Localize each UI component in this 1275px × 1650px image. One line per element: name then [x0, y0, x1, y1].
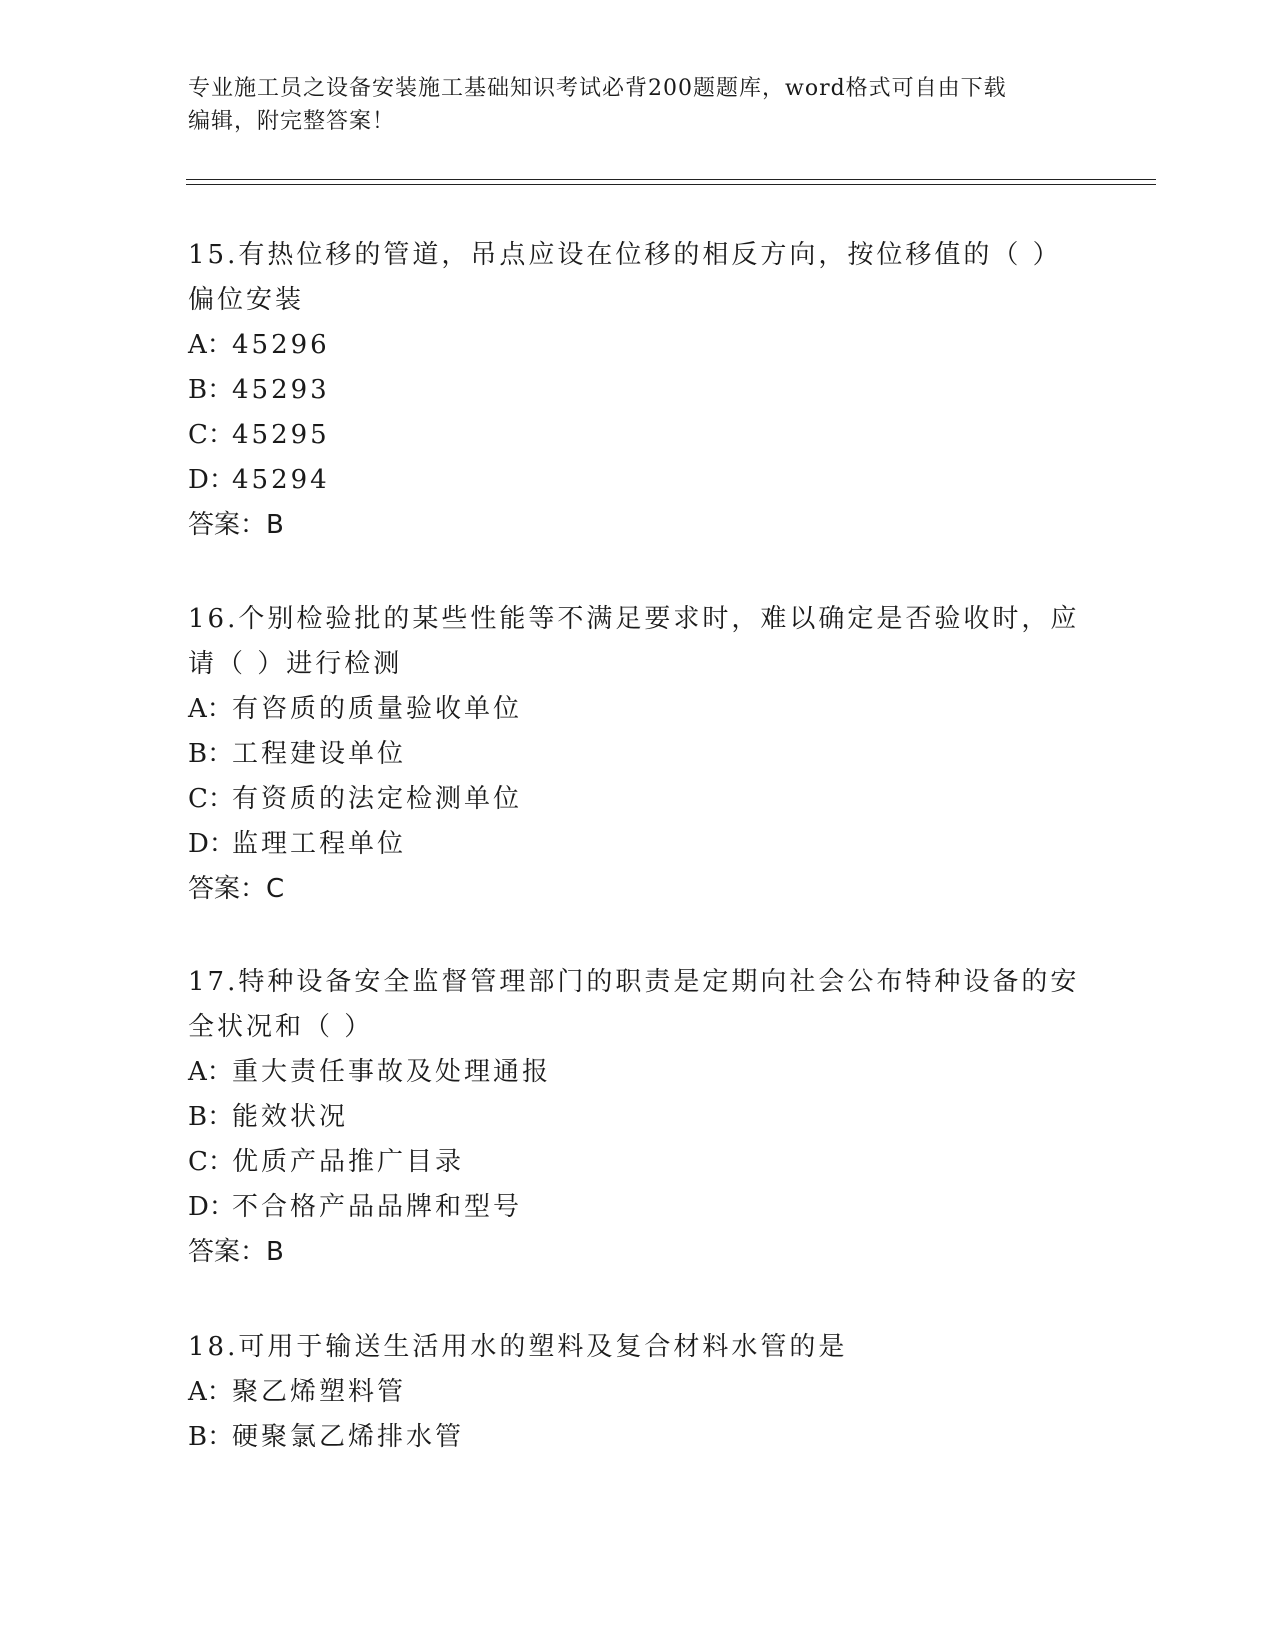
question-stem-line-1: 17.特种设备安全监督管理部门的职责是定期向社会公布特种设备的安 [188, 967, 1080, 997]
option-letter: B： [188, 739, 234, 769]
option-letter: A： [188, 694, 233, 724]
option-text: 硬聚氯乙烯排水管 [232, 1422, 465, 1452]
option-a [188, 1050, 1088, 1095]
option-letter: C： [188, 784, 234, 814]
option-text: 能效状况 [232, 1102, 349, 1132]
option-d [188, 458, 1088, 503]
option-b [188, 368, 1088, 413]
option-b [188, 1415, 1088, 1460]
option-letter: A： [188, 1377, 233, 1407]
question-18 [188, 1325, 1088, 1460]
option-text: 有咨质的质量验收单位 [232, 694, 523, 724]
question-16 [188, 597, 1088, 912]
question-stem-line-2: 偏位安装 [188, 285, 305, 315]
question-stem-line-2: 请（ ）进行检测 [188, 649, 403, 679]
header-divider-bottom [186, 184, 1156, 185]
option-letter: A： [188, 330, 233, 360]
option-text: 45293 [232, 375, 330, 405]
option-text: 优质产品推广目录 [232, 1147, 465, 1177]
option-d [188, 1185, 1088, 1230]
option-text: 工程建设单位 [232, 739, 407, 769]
option-text: 45295 [232, 420, 330, 450]
option-letter: A： [188, 1057, 233, 1087]
header-line-2: 编辑，附完整答案！ [188, 109, 396, 134]
option-letter: B： [188, 1102, 234, 1132]
option-text: 监理工程单位 [232, 829, 407, 859]
header-line-1: 专业施工员之设备安装施工基础知识考试必背200题题库，word格式可自由下载 [188, 76, 1007, 101]
answer-line: 答案：C [188, 874, 285, 904]
question-stem-line-1: 18.可用于输送生活用水的塑料及复合材料水管的是 [188, 1332, 848, 1362]
option-c [188, 413, 1088, 458]
option-letter: C： [188, 1147, 234, 1177]
option-letter: D： [188, 829, 235, 859]
question-stem-line-1: 15.有热位移的管道，吊点应设在位移的相反方向，按位移值的（ ） [188, 240, 1062, 270]
option-b [188, 1095, 1088, 1140]
option-d [188, 822, 1088, 867]
option-c [188, 777, 1088, 822]
option-text: 45294 [232, 465, 330, 495]
option-text: 重大责任事故及处理通报 [232, 1057, 552, 1087]
header-divider-top [186, 179, 1156, 180]
option-text: 聚乙烯塑料管 [232, 1377, 407, 1407]
question-stem-line-1: 16.个别检验批的某些性能等不满足要求时，难以确定是否验收时，应 [188, 604, 1080, 634]
option-text: 不合格产品品牌和型号 [232, 1192, 523, 1222]
answer-line: 答案：B [188, 1237, 284, 1267]
question-15 [188, 233, 1088, 548]
option-a [188, 323, 1088, 368]
option-text: 有资质的法定检测单位 [232, 784, 523, 814]
question-stem-line-2: 全状况和（ ） [188, 1012, 374, 1042]
option-c [188, 1140, 1088, 1185]
option-letter: D： [188, 465, 235, 495]
option-letter: D： [188, 1192, 235, 1222]
option-letter: B： [188, 1422, 234, 1452]
answer-line: 答案：B [188, 510, 284, 540]
option-letter: C： [188, 420, 234, 450]
option-a [188, 1370, 1088, 1415]
option-a [188, 687, 1088, 732]
option-b [188, 732, 1088, 777]
option-text: 45296 [232, 330, 330, 360]
document-header [188, 72, 1088, 138]
question-17 [188, 960, 1088, 1275]
option-letter: B： [188, 375, 234, 405]
